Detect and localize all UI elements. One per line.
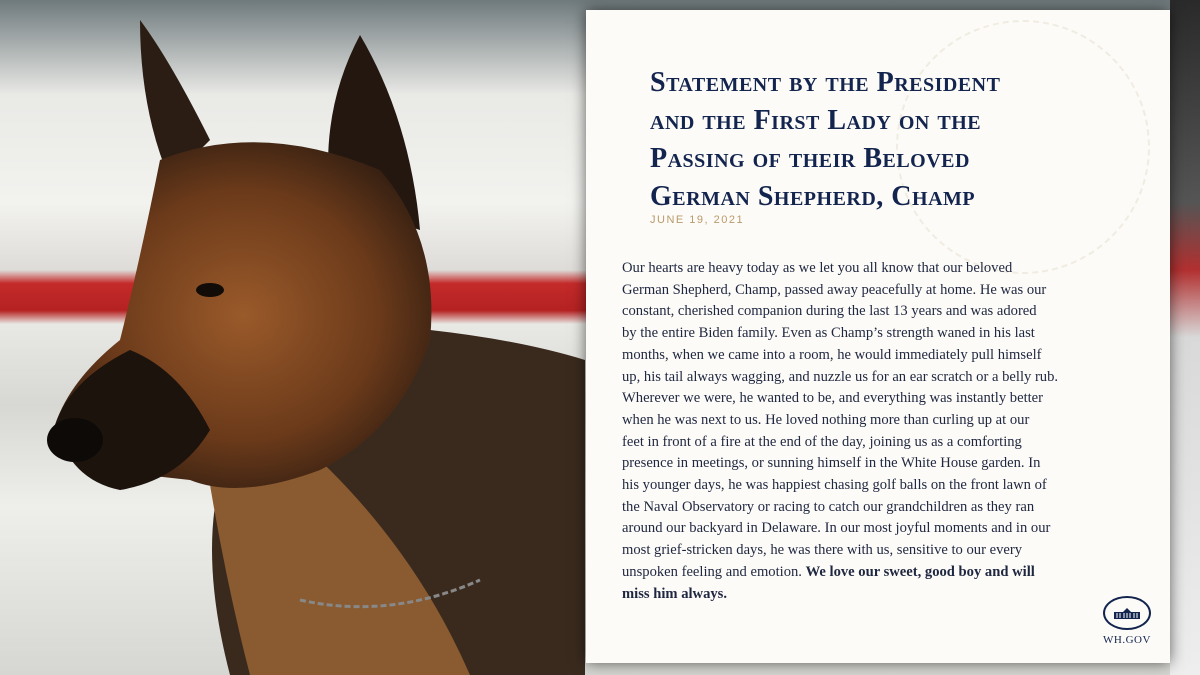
body-line: Wherever we were, he wanted to be, and everything was instantly better bbox=[622, 390, 1044, 407]
body-line: German Shepherd, Champ, passed away peacefully at home. He was our bbox=[622, 281, 1047, 298]
statement-body bbox=[622, 258, 1152, 605]
statement-title bbox=[650, 64, 1130, 216]
statement-card bbox=[586, 10, 1170, 663]
closing-text-bold: We love our sweet, good boy and will bbox=[805, 563, 1035, 580]
body-line: when he was next to us. He loved nothing more than curling up at our bbox=[622, 411, 1030, 428]
body-line: months, when we came into a room, he would immediately pull himself bbox=[622, 346, 1042, 363]
background-strip bbox=[1170, 0, 1200, 675]
body-line: constant, cherished companion during the last 13 years and was adored bbox=[622, 303, 1037, 320]
wh-gov-logo bbox=[1102, 596, 1152, 646]
body-line bbox=[622, 584, 1152, 606]
body-text: unspoken feeling and emotion. bbox=[622, 563, 806, 580]
white-house-icon bbox=[1103, 596, 1151, 630]
body-line: by the entire Biden family. Even as Champ’s strength waned in his last bbox=[622, 325, 1035, 342]
body-line: his younger days, he was happiest chasing golf balls on the front lawn of bbox=[622, 477, 1047, 494]
title-line: German Shepherd, Champ bbox=[650, 181, 976, 212]
body-line: presence in meetings, or sunning himself in the White House garden. In bbox=[622, 455, 1041, 472]
body-line: Our hearts are heavy today as we let you all know that our beloved bbox=[622, 260, 1013, 276]
statement-date: JUNE 19, 2021 bbox=[650, 214, 745, 226]
body-line: most grief-stricken days, he was there with us, sensitive to our every bbox=[622, 542, 1023, 559]
title-line: Statement by the President bbox=[650, 67, 1001, 98]
body-line: up, his tail always wagging, and nuzzle us for an ear scratch or a belly rub. bbox=[622, 368, 1059, 385]
title-line: Passing of their Beloved bbox=[650, 143, 970, 174]
body-line bbox=[622, 562, 1152, 584]
body-line: the Naval Observatory or racing to catch our grandchildren as they ran bbox=[622, 498, 1035, 515]
body-line: around our backyard in Delaware. In our most joyful moments and in our bbox=[622, 520, 1051, 537]
title-line: and the First Lady on the bbox=[650, 105, 982, 136]
logo-text: WH.GOV bbox=[1103, 634, 1151, 646]
closing-text-bold: miss him always. bbox=[622, 585, 728, 602]
body-line: feet in front of a fire at the end of the day, joining us as a comforting bbox=[622, 433, 1022, 450]
